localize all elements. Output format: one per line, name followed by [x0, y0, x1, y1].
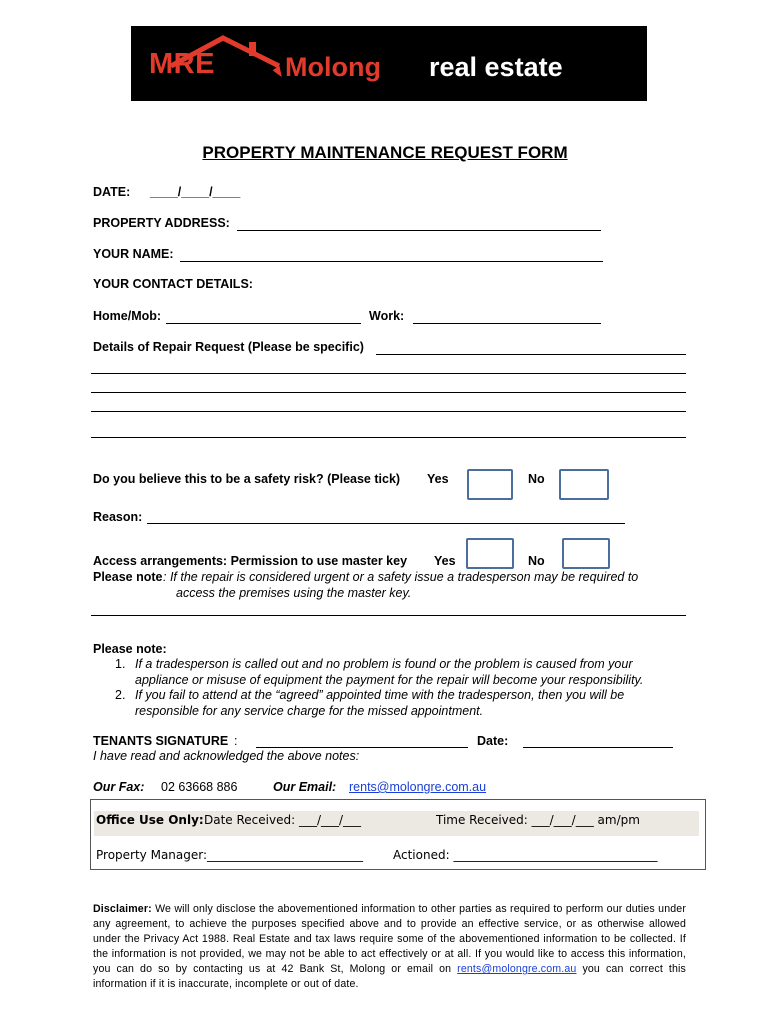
signature-date-field[interactable] [523, 747, 673, 748]
repair-line-4[interactable] [91, 411, 686, 412]
repair-line-2[interactable] [91, 373, 686, 374]
property-manager-field[interactable]: Property Manager:__________________________ [96, 848, 364, 862]
date-label: DATE: [93, 185, 131, 199]
please-note-label: Please note [93, 570, 163, 584]
repair-line-5[interactable] [91, 437, 686, 438]
office-use-label: Office Use Only: [96, 813, 204, 827]
office-use-panel [90, 799, 706, 870]
note-1-line-2: appliance or misuse of equipment the payment for the repair will become your responsibility. [135, 673, 644, 687]
fax-label: Our Fax: [93, 780, 145, 794]
disclaimer-text: We will only disclose the abovementioned information to other parties as required to perform our duties under any agreement, to achieve the purposes specified above and to provide an effective service, or as otherwise allowed under the Privacy Act 1988. Real Estate and tax laws require some of the abovementioned information to be collected. If the information is not provided, we may not be able to act effectively or at all. If you would like to access this information, you can do so by contacting us at 42 Bank St, Molong or email on [93, 903, 686, 975]
safety-yes-checkbox[interactable] [467, 469, 513, 500]
safety-no-label: No [528, 472, 545, 486]
note-2-number: 2. [115, 688, 126, 702]
section-divider [91, 615, 686, 616]
access-yes-checkbox[interactable] [466, 538, 514, 569]
home-mob-label: Home/Mob: [93, 309, 162, 323]
safety-yes-label: Yes [427, 472, 449, 486]
home-mob-field[interactable] [166, 323, 361, 324]
signature-date-label: Date: [477, 734, 509, 748]
time-received-field[interactable]: Time Received: ___/___/___ am/pm [436, 813, 640, 827]
fax-number: 02 63668 886 [161, 780, 238, 794]
property-address-label: PROPERTY ADDRESS: [93, 216, 230, 230]
access-note-line-1: : If the repair is considered urgent or a safety issue a tradesperson may be required to [163, 570, 639, 584]
note-1-line-1: If a tradesperson is called out and no problem is found or the problem is caused from your [135, 657, 633, 671]
note-2-line-2: responsible for any service charge for the missed appointment. [135, 704, 484, 718]
disclaimer-tail: you can correct this information if it is inaccurate, incomplete or out of date. [93, 963, 686, 990]
reason-label: Reason: [93, 510, 143, 524]
reason-field[interactable] [147, 523, 625, 524]
disclaimer-label: Disclaimer: [93, 903, 152, 915]
access-note-line-2: access the premises using the master key. [176, 586, 412, 600]
repair-details-label: Details of Repair Request (Please be specific) [93, 340, 364, 354]
email-label: Our Email: [273, 780, 337, 794]
access-arrangements-label: Access arrangements: Permission to use master key [93, 554, 408, 568]
repair-line-3[interactable] [91, 392, 686, 393]
access-yes-label: Yes [434, 554, 456, 568]
your-name-label: YOUR NAME: [93, 247, 174, 261]
email-link[interactable]: rents@molongre.com.au [349, 780, 487, 794]
logo-real-estate: real estate [429, 52, 563, 82]
work-label: Work: [369, 309, 405, 323]
access-no-checkbox[interactable] [562, 538, 610, 569]
repair-line-1[interactable] [376, 354, 686, 355]
notes-heading: Please note: [93, 642, 167, 656]
property-address-field[interactable] [237, 230, 601, 231]
date-field[interactable]: ____/____/____ [150, 185, 241, 199]
actioned-field[interactable]: Actioned: __________________________________ [393, 848, 658, 862]
logo-molong: Molong [285, 52, 381, 82]
tenant-signature-label: TENANTS SIGNATURE [93, 734, 229, 748]
your-name-field[interactable] [180, 261, 603, 262]
signature-colon: : [234, 734, 238, 748]
work-field[interactable] [413, 323, 601, 324]
note-2-line-1: If you fail to attend at the “agreed” appointed time with the tradesperson, then you will be [135, 688, 625, 702]
disclaimer [93, 902, 686, 992]
safety-no-checkbox[interactable] [559, 469, 609, 500]
acknowledgement-text: I have read and acknowledged the above notes: [93, 749, 360, 763]
page-title: PROPERTY MAINTENANCE REQUEST FORM [202, 143, 568, 162]
safety-question: Do you believe this to be a safety risk? (Please tick) [93, 472, 401, 486]
logo-mre: MRE [149, 48, 215, 80]
note-1-number: 1. [115, 657, 126, 671]
access-no-label: No [528, 554, 545, 568]
disclaimer-email-link[interactable]: rents@molongre.com.au [457, 963, 577, 975]
company-logo [131, 26, 647, 101]
date-received-field[interactable]: Date Received: ___/___/___ [204, 813, 362, 827]
contact-details-label: YOUR CONTACT DETAILS: [93, 277, 253, 291]
tenant-signature-field[interactable] [256, 747, 468, 748]
